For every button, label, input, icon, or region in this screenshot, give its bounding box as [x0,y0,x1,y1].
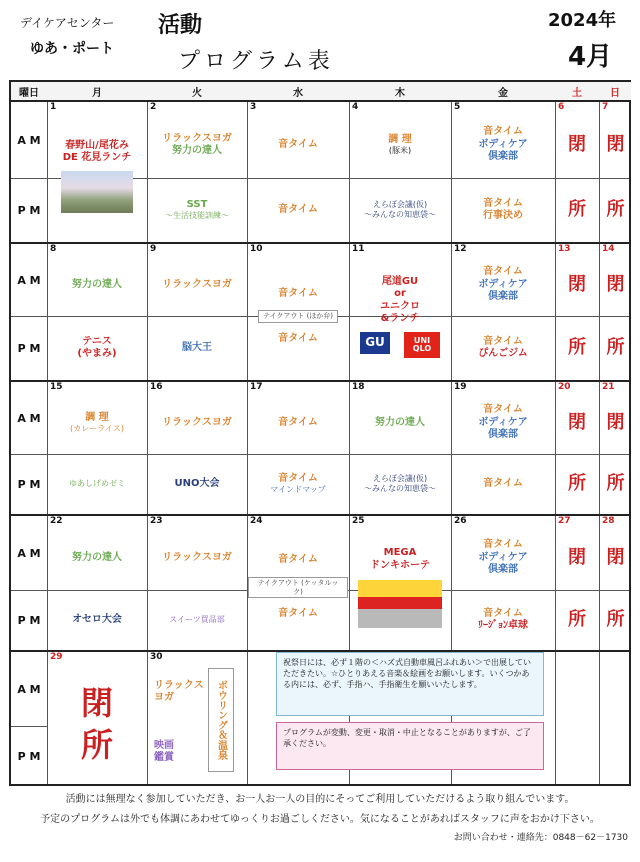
title-line1: 活動 [158,13,203,38]
event-cell [48,112,146,240]
day-number: 13 [558,244,571,254]
event-cell [452,591,554,649]
weekday-tue: 火 [147,82,247,100]
event-cell [148,112,246,178]
event-cell [452,112,554,178]
day-number: 24 [250,516,263,526]
closed-mark: 閉 [568,546,586,568]
day-number: 27 [558,516,571,526]
org-name-line2: ゆあ・ポート [30,41,114,57]
day-number: 17 [250,382,263,392]
event-text: 倶楽部 [488,564,518,576]
event-text: ボディケア [478,138,528,150]
event-text: ボディケア [478,551,528,563]
year-label: 2024年 [548,10,617,31]
event-text: リラックスヨガ [162,278,232,290]
event-cell [148,672,206,712]
notice-box-changes: プログラムが変動、変更・取消・中止となることがありますが、ご了承ください。 [276,722,544,770]
event-text: or [394,288,406,299]
closed-mark: 閉 [568,411,586,433]
day-number: 16 [150,382,163,392]
row-line [11,242,629,244]
day-number: 19 [454,382,467,392]
store-photo [358,580,442,628]
month-label: 4月 [568,42,613,72]
pm-label: P M [17,478,41,491]
event-text: 音タイム [483,607,523,619]
day-number: 12 [454,244,467,254]
day-number: 14 [602,244,615,254]
event-text: 音タイム [278,608,318,620]
row-line [11,100,629,102]
closed-mark: 閉 [606,546,625,568]
event-cell [48,317,146,379]
event-text: 音タイム [483,335,523,347]
takeout-box: テイクアウト (ほか弁) [258,310,338,323]
day-number: 15 [50,382,63,392]
footer-line1: 活動には無理なく参加していただき、お一人お一人の目的にそってご利用していただけるよう取り組んでいます。 [65,794,575,805]
event-text: SST [186,198,208,210]
day-number: 4 [352,102,359,112]
org-name-line1: デイケアセンター [20,16,115,30]
event-cell [248,254,348,379]
closed-mark: 閉 [606,133,625,155]
day-number: 9 [150,244,157,254]
bowling-banner: ボウリング＆温泉 [208,668,234,772]
day-number: 11 [352,244,365,254]
day-number: 3 [250,102,257,112]
closed-mark: 閉 [568,133,586,155]
event-text: リラックスヨガ [162,416,232,428]
day-number: 7 [602,102,609,112]
event-cell [452,317,554,379]
event-note: ～みんなの知恵袋～ [364,484,436,493]
event-text: 調 理 [85,411,109,423]
closed-mark: 所 [568,336,586,358]
am-label: A M [17,682,41,696]
event-text: えらぼ会議(仮) [372,200,428,209]
day-number: 28 [602,516,615,526]
event-text: 音タイム [278,416,318,428]
event-text: 努力の達人 [375,416,425,428]
event-cell [350,254,450,379]
event-text: ボディケア [478,416,528,428]
weekday-sun: 日 [599,82,631,100]
closed-mark: 所 [606,336,625,358]
event-cell [148,732,206,772]
event-cell [452,254,554,316]
event-cell [452,392,554,454]
day-number: 5 [454,102,461,112]
event-text: ユニクロ [380,300,420,312]
event-note: ～みんなの知恵袋～ [364,210,436,219]
day-number: 2 [150,102,157,112]
weekday-thu: 木 [349,82,451,100]
event-text: 努力の達人 [72,551,122,563]
day-number: 29 [50,652,63,662]
day-number: 10 [250,244,263,254]
closed-mark: 所 [606,608,625,630]
weekday-wed: 水 [247,82,349,100]
pm-label: P M [17,342,41,355]
weekday-fri: 金 [451,82,555,100]
day-number: 26 [454,516,467,526]
event-cell [452,179,554,241]
event-text: (やまみ) [77,348,117,359]
closed-mark: 閉 [606,411,625,433]
gu-logo: GU [360,332,390,354]
event-cell [350,455,450,513]
event-text: UNO大会 [174,477,220,489]
event-text: 努力の達人 [72,278,122,290]
event-text: ヨガ [154,692,174,703]
event-text: オセロ大会 [72,613,122,625]
takeout-box: テイクアウト (ケッタルック) [248,577,348,599]
event-text: 音タイム [278,332,318,344]
event-text: 尾道GU [381,275,419,287]
am-label: A M [17,273,41,287]
closed-mark: 閉 [80,684,113,723]
notice-box: 祝祭日には、必ず１階の＜ハズ式自動車風呂ふれあい＞で出展していただきたい。☆ひとりあえる音楽＆絵画をお願いします。いくつかある内には、必ず、手指ハ、手指衛生を願いいたします。 [276,652,544,716]
event-text: 努力の達人 [172,145,222,156]
pm-label: P M [17,204,41,217]
event-text: 音タイム [483,126,523,138]
event-text: リラックスヨガ [162,132,232,144]
am-label: A M [17,411,41,425]
event-text: ボディケア [478,278,528,290]
event-text: 音タイム [278,138,318,150]
row-line [11,380,629,382]
event-text: スイーツ買品部 [169,615,225,624]
event-text: ﾘｰｼﾞｮﾝ卓球 [478,620,528,631]
event-text: 脳大王 [182,341,212,353]
event-text: 音タイム [483,539,523,551]
event-text: マインドマップ [270,485,326,495]
closed-mark: 閉 [606,273,625,295]
day-number: 1 [50,102,57,112]
event-text: ぴんごジム [478,348,528,359]
event-text: 音タイム [278,472,318,484]
event-text: MEGA [383,547,417,558]
event-cell [48,392,146,454]
event-cell [48,666,146,784]
event-text: 鑑賞 [154,752,174,763]
event-text: 音タイム [483,197,523,209]
day-number: 6 [558,102,565,112]
event-text: 調 理 [388,133,412,145]
uniqlo-logo: UNI QLO [404,332,440,358]
event-text: 音タイム [278,203,318,215]
event-text: 音タイム [278,287,318,299]
event-text: ゆあしげめゼミ [69,479,125,488]
weekday-sat: 土 [555,82,599,100]
event-cell [350,112,450,178]
day-number: 22 [50,516,63,526]
day-number: 23 [150,516,163,526]
event-cell [350,526,450,649]
event-text: リラックスヨガ [162,551,232,563]
weekday-corner: 曜日 [11,82,47,100]
logo-row [360,332,440,358]
closed-mark: 所 [80,726,113,764]
closed-mark: 所 [606,472,625,494]
event-text: 倶楽部 [488,291,518,303]
event-cell [148,179,246,241]
row-line [11,514,629,516]
event-text: &ランチ [380,313,420,324]
sakura-photo [61,171,133,213]
event-text: ドンキホーテ [370,559,430,571]
title-line2: プログラム表 [178,49,334,74]
footer-line2: 予定のプログラムは外でも体調にあわせてゆっくりお過ごしください。気になることがあればスタッフに声をおかけ下さい。 [40,814,600,825]
pm-label: P M [17,614,41,627]
day-number: 21 [602,382,615,392]
event-cell [248,526,348,649]
closed-mark: 所 [568,608,586,630]
event-cell [350,179,450,241]
event-note: (カレーライス) [70,424,124,434]
closed-mark: 所 [606,198,625,220]
event-cell [452,526,554,590]
event-text: 映画 [154,739,174,751]
event-text: 春野山/尾花み DE 花見ランチ [62,139,132,163]
event-note: (豚米) [388,146,412,156]
event-text: 音タイム [483,404,523,416]
event-cell [248,455,348,513]
event-text: えらぼ会議(仮) [372,474,428,483]
day-number: 25 [352,516,365,526]
event-text: 音タイム [278,554,318,566]
contact-info: お問い合わせ・連絡先：0848－62－1730 [453,833,628,843]
event-text: リラックス [154,679,204,691]
day-number: 18 [352,382,365,392]
event-text: テニス [82,335,112,347]
closed-mark: 所 [568,472,586,494]
event-text: 音タイム [483,266,523,278]
closed-mark: 閉 [568,273,586,295]
event-text: 倶楽部 [488,429,518,441]
closed-mark: 所 [568,198,586,220]
am-label: A M [17,546,41,560]
event-text: 倶楽部 [488,151,518,163]
day-number: 30 [150,652,163,662]
weekday-mon: 月 [47,82,147,100]
day-number: 20 [558,382,571,392]
am-label: A M [17,133,41,147]
event-text: 行事決め [483,210,523,221]
pm-label: P M [17,750,41,763]
day-number: 8 [50,244,57,254]
event-note: ～生活技能訓練～ [165,211,229,221]
event-text: 音タイム [483,477,523,489]
